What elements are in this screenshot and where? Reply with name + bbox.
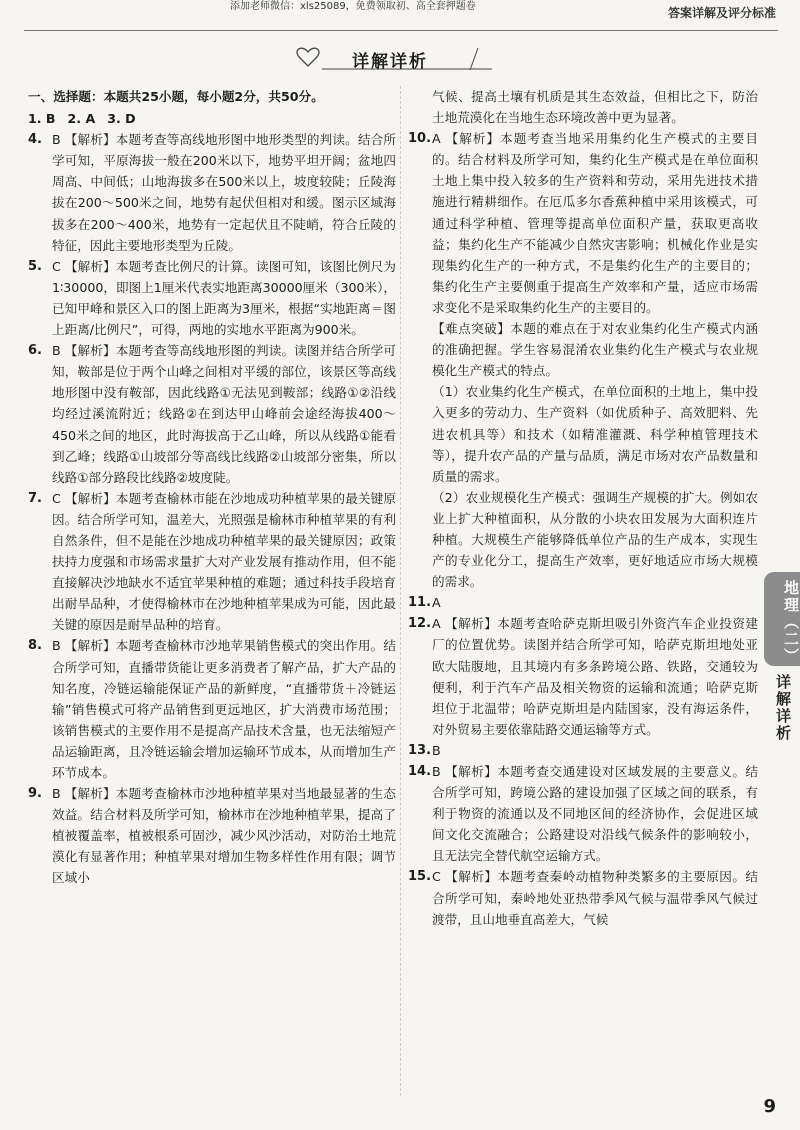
answer-item-8: 8. B 【解析】本题考查榆林市沙地苹果销售模式的突出作用。结合所学可知，直播带货能让更多消费者了解产品，扩大产品的知名度，冷链运输能保证产品的新鲜度，“直播带货＋冷链运输”销售模式可将产品销售到更远地区，扩大消费市场范围；该销售模式的主要作用不是提高产品技术含量，也无法缩短产品运输距离，且冷链运输会增加运输环节成本，从而增加生产环节成本。	[28, 638, 396, 780]
answer-item-15: 15. C 【解析】本题考查秦岭动植物种类繁多的主要原因。结合所学可知，秦岭地处亚热带季风气候与温带季风气候过渡带，且山地垂直高差大，气候	[408, 869, 758, 927]
answer-item-4: 4. B 【解析】本题考查等高线地形图中地形类型的判读。结合所学可知，平原海拔一般在200米以下，地势平坦开阔；盆地四周高、中间低；山地海拔多在500米以上，坡度较陡；丘陵海拔在200～500米之间，地势有起伏但相对和缓。图示区域海拔多在200～400米，地势有一定起伏且不陡峭，符合丘陵的特征，因此主要地形类型为丘陵。	[28, 132, 396, 253]
short-answers	[28, 108, 396, 129]
answer-item-11: 11. A	[408, 595, 441, 611]
answer-item-5: 5. C 【解析】本题考查比例尺的计算。读图可知，该图比例尺为1∶30000，即图上1厘米代表实地距离30000厘米（300米），已知甲峰和景区入口的图上距离为3厘米，根据“实地距离＝图上距离/比例尺”，可得，两地的实地水平距离为900米。	[28, 258, 396, 338]
subject-tab: 地理（二）	[764, 572, 800, 666]
page-title: 详解详析	[352, 52, 428, 72]
difficulty-point-1: （1）农业集约化生产模式，在单位面积的土地上，集中投入更多的劳动力、生产资料（如优质种子、高效肥料、先进农机具等）和技术（如精准灌溉、科学种植管理技术等），提升农产品的产量与品质，满足市场对农产品数量和质量的需求。	[432, 384, 758, 484]
difficulty-point-2: （2）农业规模化生产模式：强调生产规模的扩大。例如农业上扩大种植面积，从分散的小块农田发展为大面积连片种植。大规模生产能够降低单位产品的生产成本，实现生产的专业化分工，提高生产效率，更好地适应市场大规模的需求。	[432, 489, 758, 590]
top-strip	[0, 0, 800, 20]
answer-item-14: 14. B 【解析】本题考查交通建设对区域发展的主要意义。结合所学可知，跨境公路的建设加强了区域之间的联系，有利于物资的流通以及不同地区间的经济协作，会促进区域间文化交流融合；公路建设对沿线气候条件的影响较小，且无法完全替代航空运输方式。	[408, 764, 758, 864]
answer-3: 3. D	[107, 111, 136, 127]
answer-item-10: 10. A 【解析】本题考查当地采用集约化生产模式的主要目的。结合材料及所学可知，集约化生产模式是在单位面积土地上集中投入较多的生产资料和劳动，采用先进技术措施进行精耕细作。在厄瓜多尔香蕉种植中采用该模式，可通过科学种植、管理等提高单位面积产量，获取更高收益；集约化生产不能减少自然灾害影响；机械化作业是实现集约化生产的一种方式，不是集约化生产的主要目的；集约化生产主要侧重于提高生产效率和产量，适应市场需求变化不是采取集约化生产的主要目的。	[408, 131, 758, 315]
header-rule	[24, 30, 778, 31]
difficulty-note: 【难点突破】本题的难点在于对农业集约化生产模式内涵的准确把握。学生容易混淆农业集约化生产模式与农业规模化生产模式的特点。	[432, 321, 758, 379]
right-column	[408, 86, 758, 930]
side-label: 详解详析	[774, 674, 792, 742]
header-right-label: 答案详解及评分标准	[667, 6, 776, 20]
section-heading: 一、选择题：本题共25小题，每小题2分，共50分。	[28, 89, 324, 104]
answer-item-7: 7. C 【解析】本题考查榆林市能在沙地成功种植苹果的最关键原因。结合所学可知，温差大，光照强是榆林市种植苹果的有利自然条件，但不是能在沙地成功种植苹果的最关键原因；政策扶持力度强和市场需求量扩大对产业发展有推动作用，但不能直接解决沙地缺水不适宜苹果种植的难题；通过科技手段培育出耐旱品种，才使得榆林市在沙地种植苹果成为可能，因此最关键的原因是耐旱品种的培育。	[28, 490, 396, 633]
answer-item-9: 9. B 【解析】本题考查榆林市沙地种植苹果对当地最显著的生态效益。结合材料及所学可知，榆林市在沙地种植苹果，提高了植被覆盖率，植被根系可固沙，减少风沙活动，对防治土地荒漠化有显著作用；种植苹果对增加生物多样性作用有限；调节区域小	[28, 786, 396, 886]
answer-2: 2. A	[67, 111, 96, 127]
answer-item-13: 13. B	[408, 742, 441, 758]
page-number: 9	[763, 1096, 776, 1117]
answer-item-6: 6. B 【解析】本题考查等高线地形图的判读。读图并结合所学可知，鞍部是位于两个山峰之间相对平缓的部位，该景区等高线地形图中没有鞍部，因此线路①无法见到鞍部；线路①②沿线均经过溪流附近；线路②在到达甲山峰前会途经海拔400～450米之间的地区，此时海拔高于乙山峰，所以从线路①能看到乙峰；线路①山坡部分等高线比线路②山坡部分密集，所以线路①部分路段比线路②坡度陡。	[28, 343, 396, 485]
left-column	[28, 86, 396, 889]
answer-item-12: 12. A 【解析】本题考查哈萨克斯坦吸引外资汽车企业投资建厂的位置优势。读图并结合所学可知，哈萨克斯坦地处亚欧大陆腹地，且其境内有多条跨境公路、铁路，交通较为便利，利于汽车产品及相关物资的运输和流通；哈萨克斯坦位于北温带；哈萨克斯坦是内陆国家，没有海运条件，对外贸易主要依靠陆路交通运输等方式。	[408, 616, 758, 737]
title-banner	[292, 44, 492, 72]
item-9-continuation: 气候、提高土壤有机质是其生态效益，但相比之下，防治土地荒漠化在当地生态环境改善中更为显著。	[432, 89, 758, 126]
answer-1: 1. B	[28, 111, 56, 127]
column-divider	[400, 86, 401, 1096]
watermark-text: 添加老师微信：xls25089，免费领取初、高全套押题卷	[230, 1, 476, 12]
